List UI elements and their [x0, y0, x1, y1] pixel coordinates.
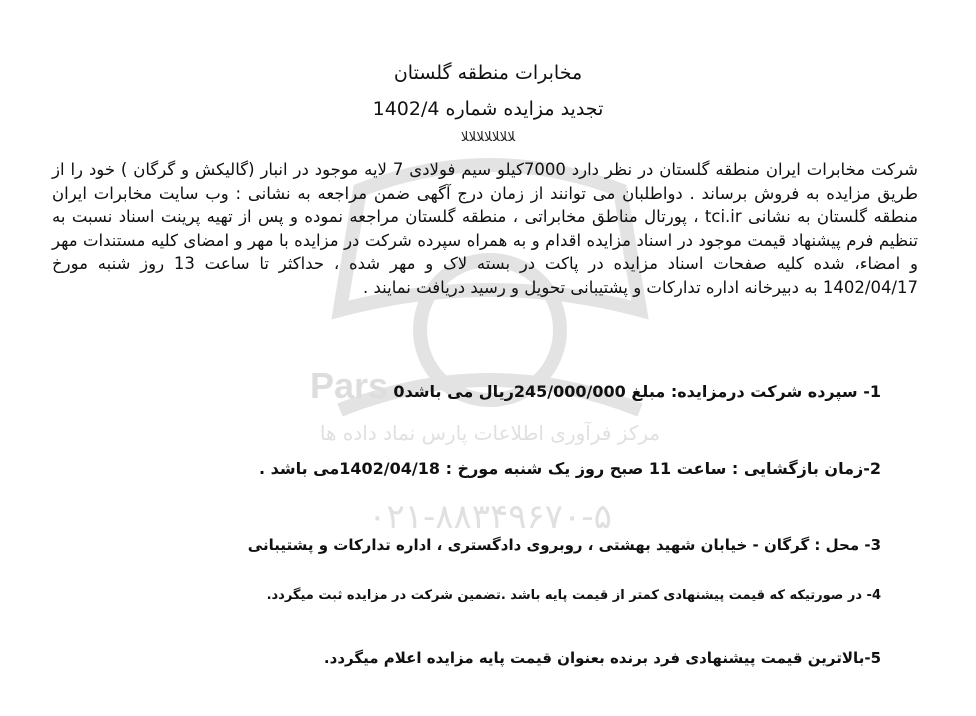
watermark-tagline: مرکز فرآوری اطلاعات پارس نماد داده ها — [319, 421, 661, 445]
watermark-brand: Pars — [310, 365, 389, 406]
opening-time-item: 2-زمان بازگشایی : ساعت 11 صبح روز یک شنبه مورخ : 1402/04/18می باشد . — [258, 459, 881, 478]
document-title: مخابرات منطقه گلستان — [393, 62, 583, 84]
announcement-paragraph: شرکت مخابرات ایران منطقه گلستان در نظر دارد 7000کیلو سیم فولادی 7 لایه موجود در انبار (گالیکش و گرگان ) خود را از طریق مزایده به فروش برساند . دواطلبان می توانند از زمان درج آگهی ضمن مراجعه به نشانی : وب سایت مخابرات ایران منطقه گلستان به نشانی tci.ir ، پورتال مناطق مخابراتی ، منطقه گلستان مراجعه نموده و پس از تهیه پرینت اسناد نسبت به تنظیم فرم پیشنهاد قیمت موجود در اسناد مزایده اقدام و به همراه سپرده شرکت در مزایده با مهر و امضای کلیه مستندات مهر و امضاء، شده کلیه صفحات اسناد مزایده در پاکت در بسته لاک و مهر شده ، حداکثر تا ساعت 13 روز شنبه مورخ 1402/04/17 به دبیرخانه اداره تدارکات و پشتیبانی تحویل و رسید دریافت نمایند . — [52, 160, 919, 297]
watermark-phone: ۰۲۱-۸۸۳۴۹۶۷۰-۵ — [368, 497, 612, 537]
deposit-item: 1- سپرده شرکت درمزایده: مبلغ 245/000/000ریال می باشد0 — [393, 382, 881, 401]
highest-bid-item: 5-بالاترین قیمت پیشنهادی فرد برنده بعنوان قیمت پایه مزایده اعلام میگردد. — [323, 649, 881, 667]
auction-number: تجدید مزایده شماره 1402/4 — [372, 98, 604, 120]
ornament-divider: ﻼﻼﻼﻼﻼﻼﻼ — [460, 130, 516, 145]
guarantee-item: 4- در صورتیکه که قیمت پیشنهادی کمتر از قیمت پایه باشد .تضمین شرکت در مزایده ثبت میگردد. — [266, 588, 881, 603]
location-item: 3- محل : گرگان - خیابان شهید بهشتی ، روبروی دادگستری ، اداره تدارکات و پشتیبانی — [247, 536, 881, 554]
